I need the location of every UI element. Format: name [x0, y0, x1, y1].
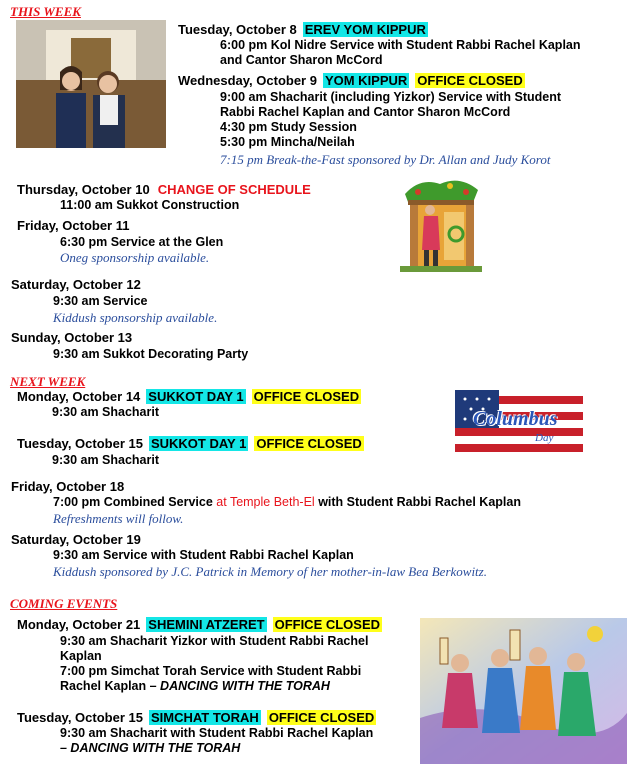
office-closed-tag: OFFICE CLOSED: [256, 436, 362, 451]
day-tue-oct-15: Tuesday, October 15 SUKKOT DAY 1 OFFICE CLOSED: [17, 436, 362, 451]
sukkot-day-1-tag: SUKKOT DAY 1: [150, 436, 247, 451]
office-closed-tag: OFFICE CLOSED: [274, 617, 381, 632]
day-sat-oct-12: Saturday, October 12: [11, 277, 141, 292]
oneg-note: Oneg sponsorship available.: [60, 250, 210, 265]
kiddush-note: Kiddush sponsorship available.: [53, 310, 218, 325]
simchat-torah-tag: SIMCHAT TORAH: [150, 710, 259, 725]
day-mon-oct-14: Monday, October 14 SUKKOT DAY 1 OFFICE CLOSED: [17, 389, 360, 404]
day-wed-oct-9: Wednesday, October 9 YOM KIPPUR OFFICE CLOSED: [178, 73, 523, 88]
next-week-heading: NEXT WEEK: [10, 374, 86, 389]
yom-kippur-tag: YOM KIPPUR: [324, 73, 408, 88]
fri-oct-18-details: 7:00 pm Combined Service at Temple Beth-El with Student Rabbi Rachel Kaplan: [53, 495, 521, 509]
sukkah-clipart: [400, 172, 482, 272]
day-tue-oct-8: Tuesday, October 8 EREV YOM KIPPUR: [178, 22, 426, 37]
sukkot-day-1-tag: SUKKOT DAY 1: [148, 389, 244, 404]
sat-oct-12-details: 9:30 am Service: [53, 294, 148, 308]
this-week-heading: THIS WEEK: [10, 4, 81, 19]
wed-oct-9-details: 9:00 am Shacharit (including Yizkor) Service with Student Rabbi Rachel Kaplan and Cantor Sharon McCord 4:30 pm Study Session 5:30 pm Mincha/Neilah: [220, 90, 562, 149]
day-fri-oct-11: Friday, October 11: [17, 218, 130, 233]
sun-oct-13-details: 9:30 am Sukkot Decorating Party: [53, 347, 249, 361]
tue-oct-8-details: 6:00 pm Kol Nidre Service with Student Rabbi Rachel Kaplan and Cantor Sharon McCord: [220, 38, 581, 67]
day-fri-oct-18: Friday, October 18: [11, 479, 125, 494]
columbus-day-graphic: [455, 390, 583, 462]
mon-oct-14-details: 9:30 am Shacharit: [52, 405, 159, 419]
change-of-schedule-tag: CHANGE OF SCHEDULE: [157, 182, 311, 197]
kiddush-memory-note: Kiddush sponsored by J.C. Patrick in Memory of her mother-in-law Bea Berkowitz.: [53, 564, 487, 579]
coming-events-heading: COMING EVENTS: [10, 596, 118, 611]
thu-oct-10-details: 11:00 am Sukkot Construction: [60, 198, 240, 212]
day-tue-oct-15-simchat: Tuesday, October 15 SIMCHAT TORAH OFFICE CLOSED: [17, 710, 375, 725]
mon-oct-21-details: 9:30 am Shacharit Yizkor with Student Rabbi Rachel Kaplan 7:00 pm Simchat Torah Service with Student Rabbi Rachel Kaplan – DANCING WITH THE TORAH: [60, 634, 369, 693]
sat-oct-19-details: 9:30 am Service with Student Rabbi Rachel Kaplan: [53, 548, 354, 562]
break-fast-note: 7:15 pm Break-the-Fast sponsored by Dr. Allan and Judy Korot: [220, 152, 551, 167]
day-mon-oct-21: Monday, October 21 SHEMINI ATZERET OFFICE CLOSED: [17, 617, 381, 632]
erev-yom-kippur-tag: EREV YOM KIPPUR: [304, 22, 426, 37]
columbus-word: Columbus: [473, 408, 558, 430]
fri-oct-11-details: 6:30 pm Service at the Glen: [60, 235, 224, 249]
simchat-torah-painting: [420, 618, 627, 764]
day-sun-oct-13: Sunday, October 13: [11, 330, 133, 345]
temple-beth-el-text: at Temple Beth-El: [216, 495, 315, 509]
clergy-photo: [16, 20, 166, 148]
office-closed-tag: OFFICE CLOSED: [253, 389, 360, 404]
office-closed-tag: OFFICE CLOSED: [417, 73, 523, 88]
refreshments-note: Refreshments will follow.: [53, 511, 184, 526]
office-closed-tag: OFFICE CLOSED: [268, 710, 375, 725]
day-thu-oct-10: Thursday, October 10 CHANGE OF SCHEDULE: [17, 182, 311, 197]
tue-simchat-details: 9:30 am Shacharit with Student Rabbi Rachel Kaplan – DANCING WITH THE TORAH: [60, 726, 374, 755]
day-word: Day: [535, 432, 554, 444]
tue-oct-15-details: 9:30 am Shacharit: [52, 453, 159, 467]
day-sat-oct-19: Saturday, October 19: [11, 532, 141, 547]
shemini-atzeret-tag: SHEMINI ATZERET: [148, 617, 265, 632]
